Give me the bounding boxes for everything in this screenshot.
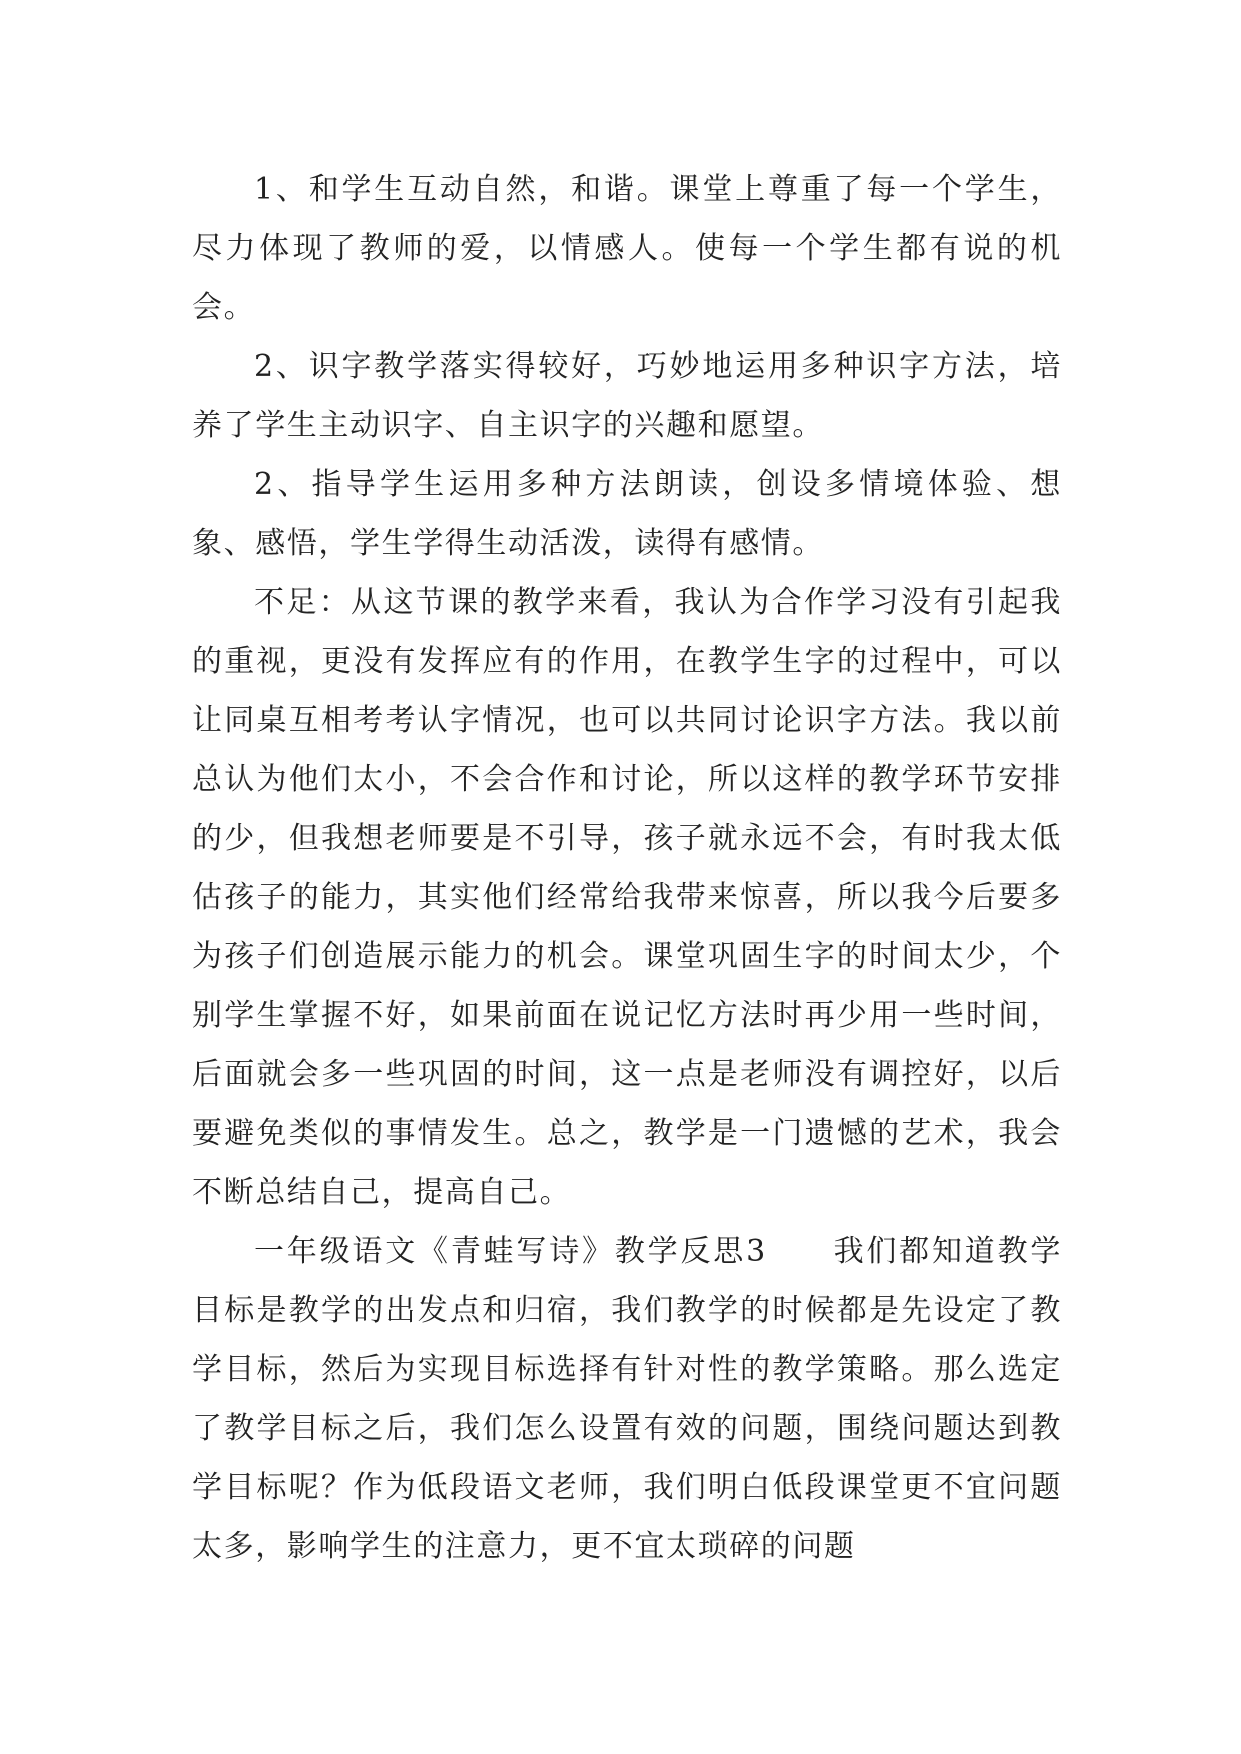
paragraph-strength-3: 2、指导学生运用多种方法朗读，创设多情境体验、想象、感悟，学生学得生动活泼，读得有感情。 <box>192 467 1062 561</box>
document-body <box>192 160 1062 1576</box>
paragraph-reflection-3: 一年级语文《青蛙写诗》教学反思3 我们都知道教学目标是教学的出发点和归宿，我们教学的时候都是先设定了教学目标，然后为实现目标选择有针对性的教学策略。那么选定了教学目标之后，我们怎么设置有效的问题，围绕问题达到教学目标呢？作为低段语文老师，我们明白低段课堂更不宜问题太多，影响学生的注意力，更不宜太琐碎的问题 <box>192 1234 1062 1564</box>
paragraph-strength-2: 2、识字教学落实得较好，巧妙地运用多种识字方法，培养了学生主动识字、自主识字的兴趣和愿望。 <box>192 349 1062 443</box>
paragraph-shortcomings: 不足：从这节课的教学来看，我认为合作学习没有引起我的重视，更没有发挥应有的作用，在教学生字的过程中，可以让同桌互相考考认字情况，也可以共同讨论识字方法。我以前总认为他们太小，不会合作和讨论，所以这样的教学环节安排的少，但我想老师要是不引导，孩子就永远不会，有时我太低估孩子的能力，其实他们经常给我带来惊喜，所以我今后要多为孩子们创造展示能力的机会。课堂巩固生字的时间太少，个别学生掌握不好，如果前面在说记忆方法时再少用一些时间，后面就会多一些巩固的时间，这一点是老师没有调控好，以后要避免类似的事情发生。总之，教学是一门遗憾的艺术，我会不断总结自己，提高自己。 <box>192 585 1062 1210</box>
paragraph-strength-1: 1、和学生互动自然，和谐。课堂上尊重了每一个学生，尽力体现了教师的爱，以情感人。使每一个学生都有说的机会。 <box>192 172 1062 325</box>
